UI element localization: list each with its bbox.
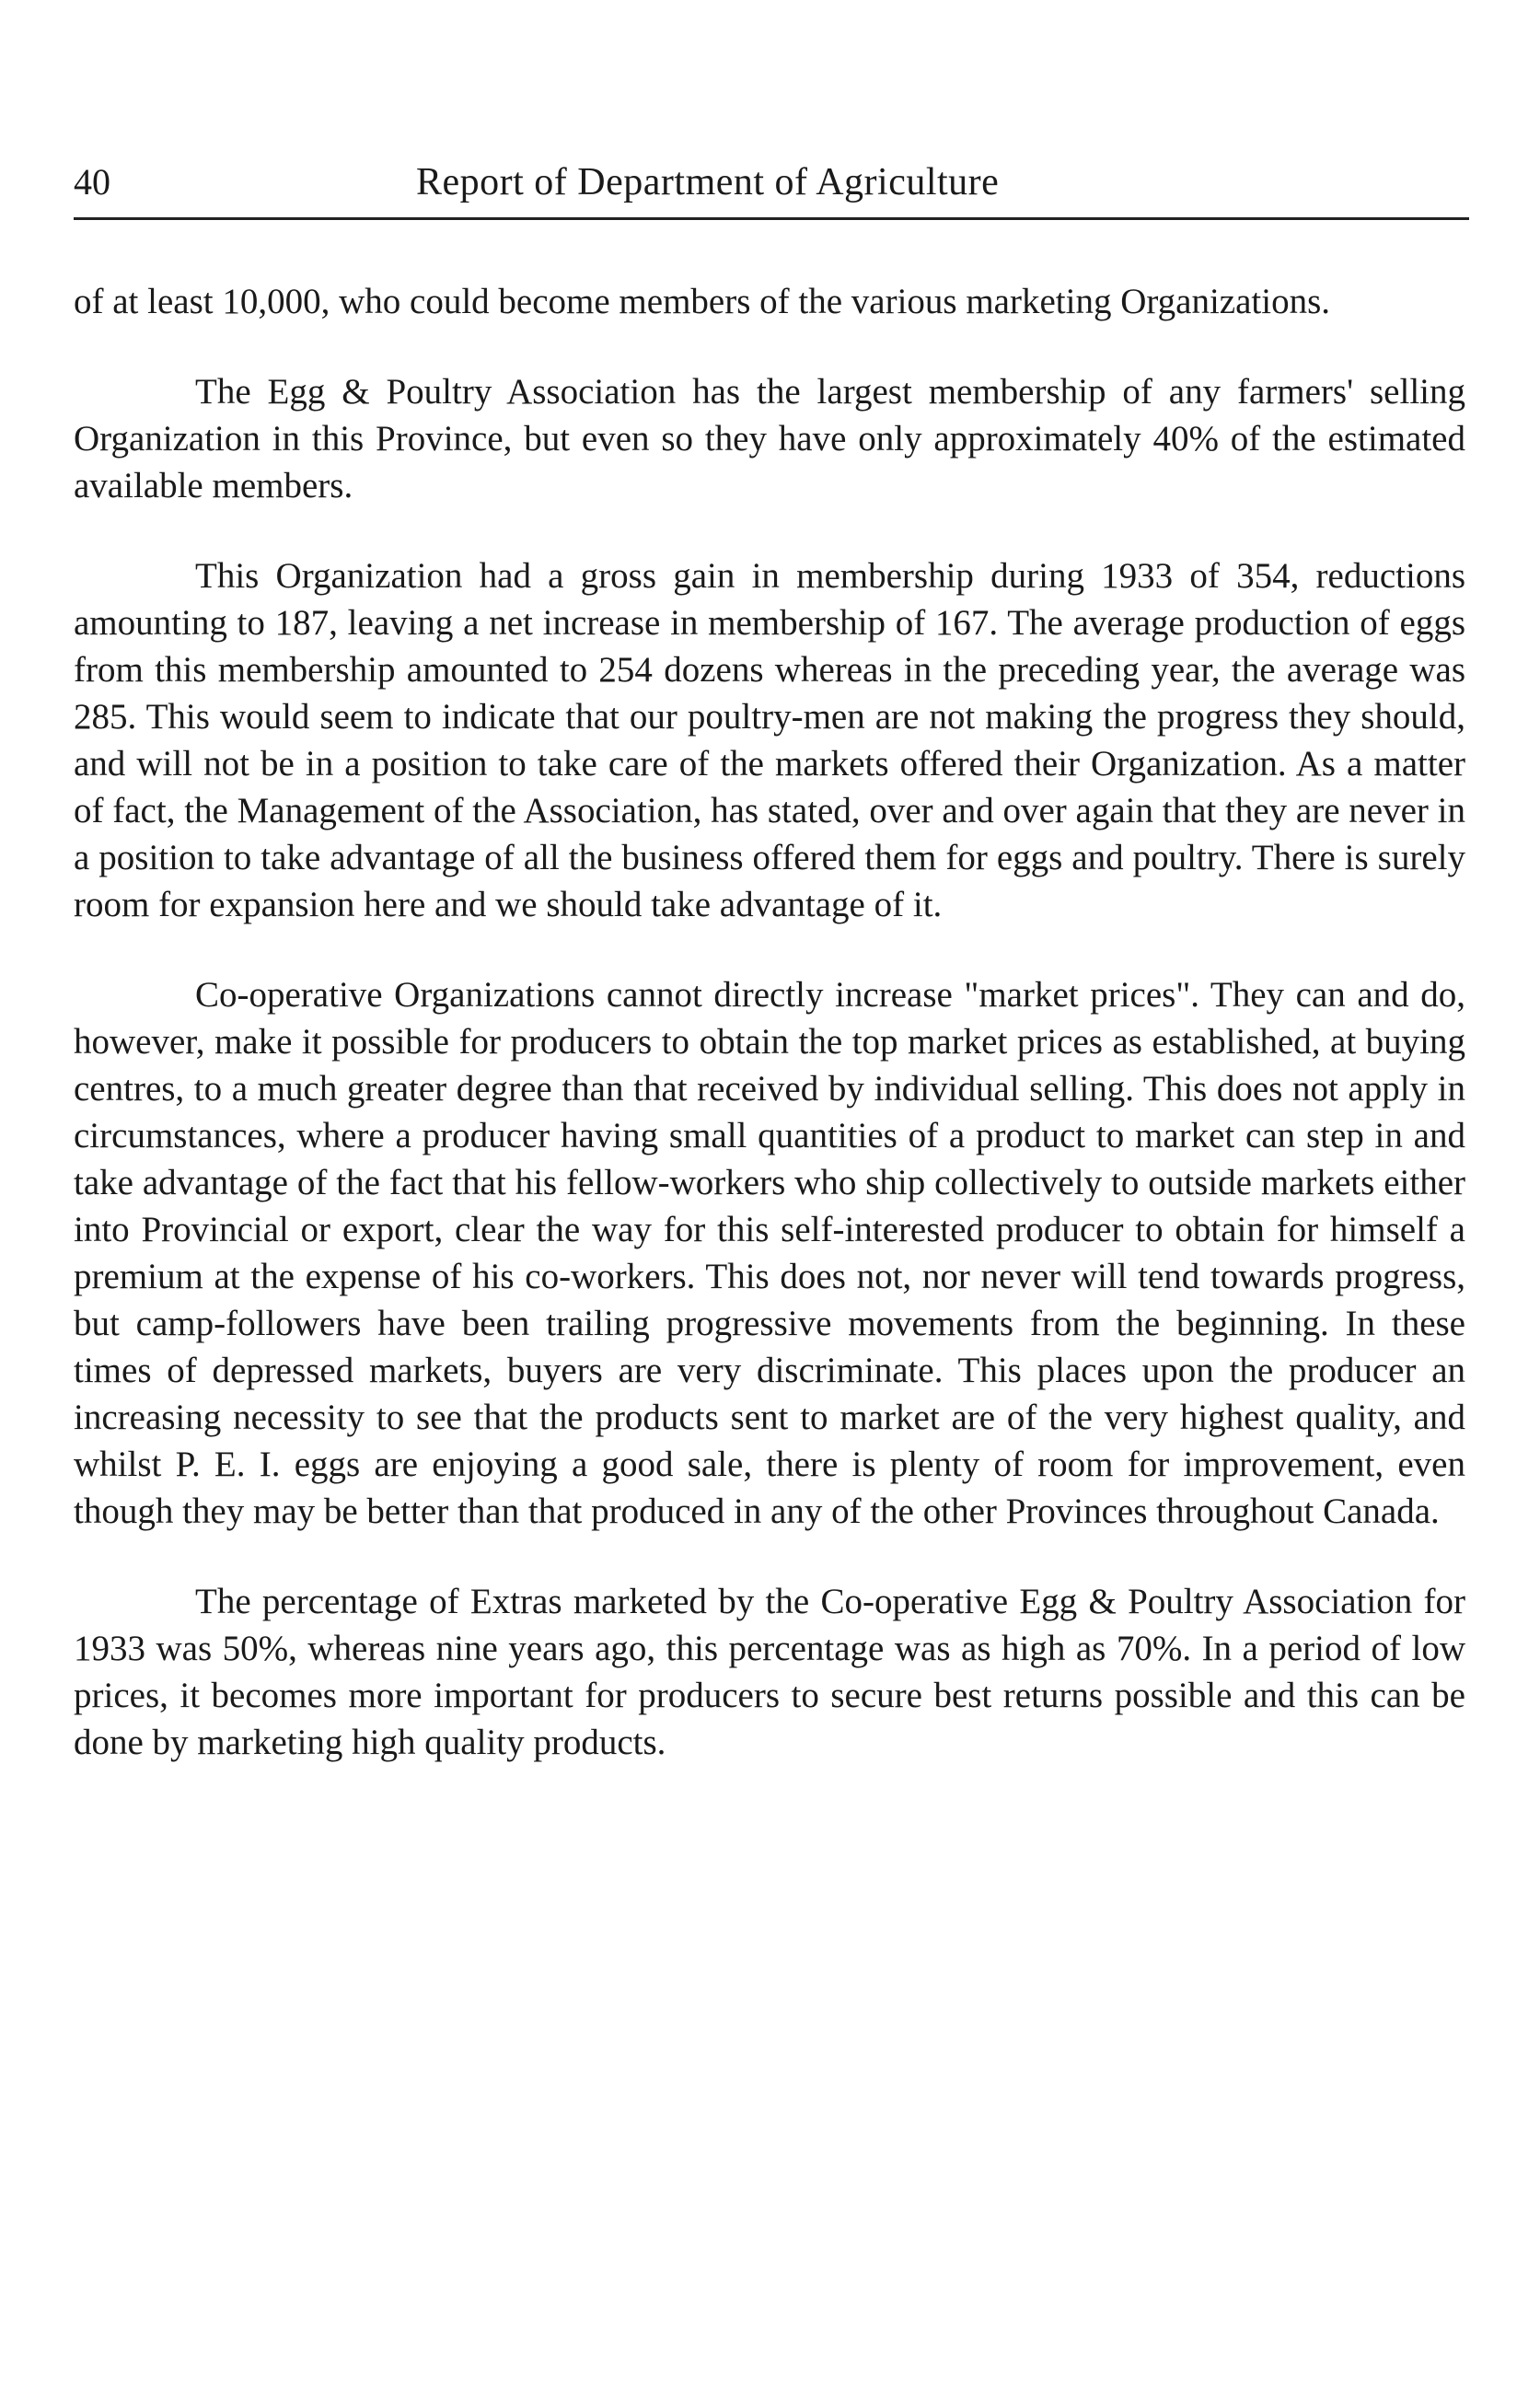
paragraph-egg-poultry-membership: The Egg & Poultry Association has the largest membership of any farmers' selling Organization in this Province, but even so they have only approximately 40% of the estimated available members.	[74, 372, 1465, 505]
running-head: Report of Department of Agriculture	[416, 161, 1000, 203]
page-number: 40	[74, 161, 110, 203]
paragraph-cooperative-prices: Co-operative Organizations cannot directly increase "market prices". They can and do, however, make it possible for producers to obtain the top market prices as established, at buying centres, to a much greater degree than that received by individual selling. This does not apply in circumstances, where a producer having small quantities of a product to market can step in and take advantage of the fact that his fellow-workers who ship collectively to outside markets either into Provincial or export, clear the way for this self-interested producer to obtain for himself a premium at the expense of his co-workers. This does not, nor never will tend towards progress, but camp-followers have been trailing progressive movements from the beginning. In these times of depressed markets, buyers are very discriminate. This places upon the producer an increasing necessity to see that the products sent to market are of the very highest quality, and whilst P. E. I. eggs are enjoying a good sale, there is plenty of room for improvement, even though they may be better than that produced in any of the other Provinces throughout Canada.	[74, 975, 1465, 1531]
paragraph-membership-gain: This Organization had a gross gain in membership during 1933 of 354, reductions amounting to 187, leaving a net increase in membership of 167. The average production of eggs from this membership amounted to 254 dozens whereas in the preceding year, the average was 285. This would seem to indicate that our poultry-men are not making the progress they should, and will not be in a position to take care of the markets offered their Organization. As a matter of fact, the Management of the Association, has stated, over and over again that they are never in a position to take advantage of all the business offered them for eggs and poultry. There is surely room for expansion here and we should take advantage of it.	[74, 556, 1465, 924]
body-text	[74, 278, 1465, 1809]
page-header	[74, 157, 1469, 220]
paragraph-continuation: of at least 10,000, who could become members of the various marketing Organizations.	[74, 282, 1330, 321]
paragraph-extras-percentage: The percentage of Extras marketed by the Co-operative Egg & Poultry Association for 1933 was 50%, whereas nine years ago, this percentage was as high as 70%. In a period of low prices, it becomes more important for producers to secure best returns possible and this can be done by marketing high quality products.	[74, 1582, 1465, 1762]
